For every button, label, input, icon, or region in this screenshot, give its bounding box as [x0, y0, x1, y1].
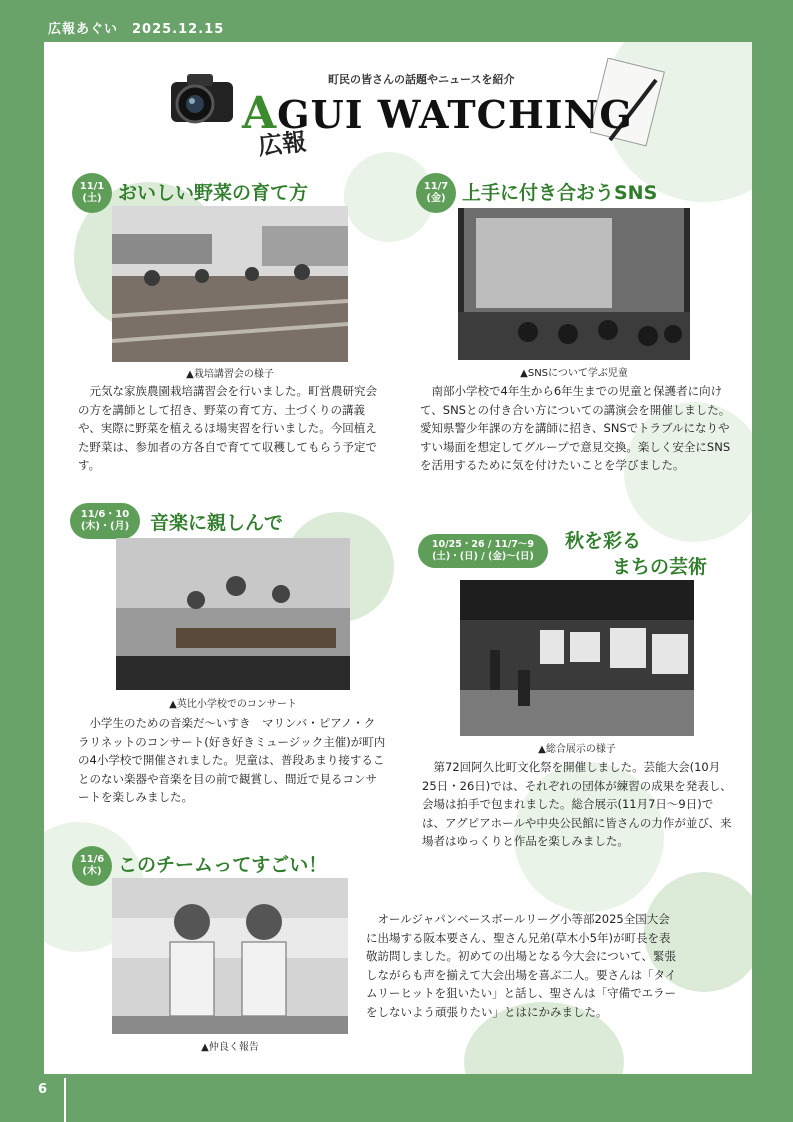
article-body: 南部小学校で4年生から6年生までの児童と保護者に向けて、SNSとの付き合い方についての講演会を開催しました。愛知県警少年課の方を講師に招き、SNSでトラブルになりやすい場面を想定してグループで意見交換。楽しく安全にSNSを活用するために気を付けたいことを学びました。 — [420, 384, 731, 472]
camera-icon — [165, 70, 245, 132]
photo-caption: ▲栽培講習会の様子 — [186, 369, 274, 380]
date-badge — [70, 503, 140, 539]
date-badge — [416, 173, 456, 213]
section-title-line1: 秋を彩る — [565, 530, 642, 552]
section-title-line2: まちの芸術 — [612, 556, 708, 578]
date-top: 11/6・10 — [80, 509, 130, 520]
lecture-photo — [458, 208, 690, 360]
date-bottom: (土)・(日) / (金)～(日) — [432, 551, 534, 562]
date-top: 11/7 — [423, 181, 449, 192]
date-bottom: (土) — [82, 193, 102, 204]
date-top: 10/25・26 / 11/7～9 — [431, 539, 535, 550]
article-body: 第72回阿久比町文化祭を開催しました。芸能大会(10月25日・26日)では、それぞれの団体が練習の成果を発表し、会場は拍手で包まれました。総合展示(11月7日～9日)では、アグピアホールや中央公民館に皆さんの力作が並び、来場者はゆっくりと作品を楽しみました。 — [422, 760, 732, 848]
article-body: オールジャパンベースボールリーグ小等部2025全国大会に出場する阪本要さん、聖さん兄弟(草木小5年)が町長を表敬訪問しました。初めての出場となる今大会について、緊張しながらも声を揃えて大会出場を喜ぶ二人。要さんは「タイムリーヒットを狙いたい」と話し、聖さんは「守備でエラーをしないよう頑張りたい」とはにかみました。 — [366, 912, 677, 1019]
date-bottom: (木)・(月) — [80, 521, 130, 532]
article-body: 元気な家族農園栽培講習会を行いました。町営農研究会の方を講師として招き、野菜の育て方、土づくりの講義や、実際に野菜を植えるほ場実習を行いました。今回植えた野菜は、参加者の方各自で育てて収穫してもらう予定です。 — [78, 384, 377, 472]
exhibition-photo — [460, 580, 694, 736]
date-bottom: (金) — [426, 193, 446, 204]
date-bottom: (木) — [82, 866, 102, 877]
date-top: 11/1 — [79, 181, 105, 192]
page-divider — [64, 1078, 66, 1122]
photo-caption: ▲仲良く報告 — [201, 1042, 259, 1053]
date-badge — [72, 846, 112, 886]
photo-caption: ▲総合展示の様子 — [538, 744, 616, 755]
article-body: 小学生のための音楽だ～いすき マリンバ・ピアノ・クラリネットのコンサート(好き好きミュージック主催)が町内の4小学校で開催されました。児童は、普段あまり接することのない楽器や音楽を目の前で観賞し、間近で見るコンサートを楽しみました。 — [78, 716, 386, 804]
title-rest: GUI WATCHING — [277, 92, 633, 137]
section-title: このチームってすごい！ — [118, 854, 328, 876]
page-number: 6 — [38, 1082, 48, 1097]
logo-calligraphy: 広報 — [256, 126, 308, 161]
title-initial: A — [242, 88, 278, 139]
date-badge — [72, 173, 112, 213]
section-title: 上手に付き合おうSNS — [462, 182, 658, 204]
date-top: 11/6 — [79, 854, 105, 865]
date-badge — [418, 534, 548, 568]
photo-caption: ▲英比小学校でのコンサート — [169, 699, 297, 710]
section-title: おいしい野菜の育て方 — [118, 182, 309, 204]
bottom-bar — [0, 1074, 793, 1122]
masthead: 広報あぐい 2025.12.15 — [48, 22, 225, 37]
farm-photo — [112, 206, 348, 362]
header-subtitle: 町民の皆さんの話題やニュースを紹介 — [328, 73, 515, 86]
section-title: 音楽に親しんで — [150, 512, 284, 534]
baseball-photo — [112, 878, 348, 1034]
concert-photo — [116, 538, 350, 690]
photo-caption: ▲SNSについて学ぶ児童 — [520, 368, 628, 379]
